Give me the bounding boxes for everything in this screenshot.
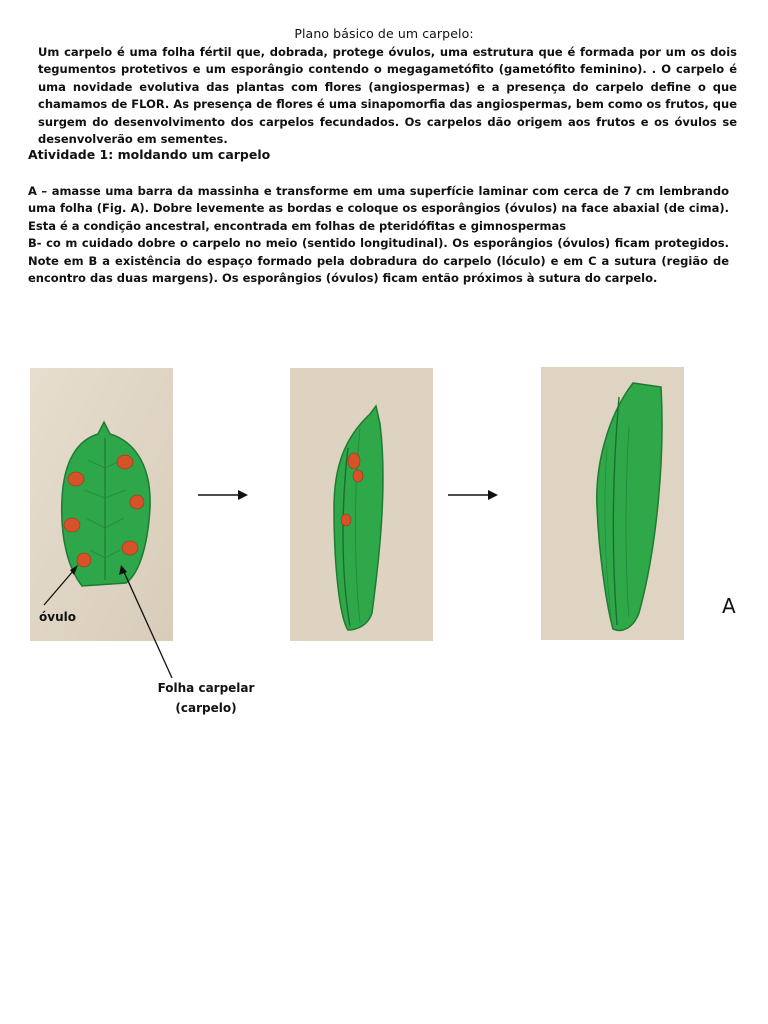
page-title: Plano básico de um carpelo: <box>294 26 474 41</box>
instruction-b: B- co m cuidado dobre o carpelo no meio (sentido longitudinal). Os esporângios (óvulos) ficam protegidos. Note em B a existência do espaço formado pela dobradura do carpelo (lóculo) e em C a sutura (região de encontro das duas margens). Os esporângios (óvulos) ficam então próximos à sutura do carpelo. <box>28 236 729 286</box>
activity-heading: Atividade 1: moldando um carpelo <box>28 147 271 162</box>
photo-leaf-with-ovules <box>30 368 173 641</box>
intro-paragraph: Um carpelo é uma folha fértil que, dobrada, protege óvulos, uma estrutura que é formada por um os dois tegumentos protetivos e um esporângio contendo o megagametófito (gametófito feminino). . O carpelo é uma novidade evolutiva das plantas com flores (angiospermas) e a presença do carpelo define o que chamamos de FLOR. As presença de flores é uma sinapomorfia das angiospermas, bem como os frutos, que surgem do desenvolvimento dos carpelos fecundados. Os carpelos dão origem aos frutos e os óvulos se desenvolverão em sementes. <box>38 45 737 147</box>
instruction-a: A – amasse uma barra da massinha e transforme em uma superfície laminar com cerca de 7 cm lembrando uma folha (Fig. A). Dobre levemente as bordas e coloque os esporângios (óvulos) na face abaxial (de cima). Esta é a condição ancestral, encontrada em folhas de pteridófitas e gimnospermas <box>28 184 729 233</box>
figure-letter: A <box>722 594 736 618</box>
label-folha-line1: Folha carpelar <box>157 681 255 695</box>
instructions <box>28 183 729 287</box>
arrow-right-icon <box>198 488 250 502</box>
label-folha-line2: (carpelo) <box>175 701 237 715</box>
photo-closed-carpel <box>541 367 684 640</box>
label-folha-carpelar <box>146 678 266 718</box>
arrow-right-icon <box>448 488 500 502</box>
label-ovulo: óvulo <box>39 610 76 624</box>
photo-folding-carpel <box>290 368 433 641</box>
